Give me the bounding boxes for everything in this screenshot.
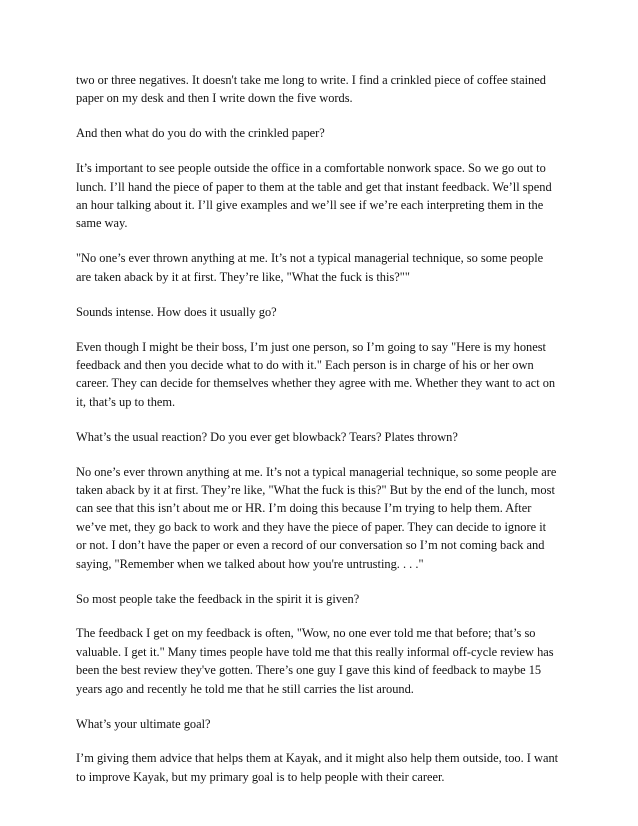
text-line: years ago and recently he told me that he still carries the list around. — [76, 681, 414, 696]
text-line: are taken aback by it at first. They’re like, "What the fuck is this?"" — [76, 269, 410, 284]
document-body — [76, 71, 564, 803]
paragraph — [76, 303, 564, 321]
text-line: valuable. I get it." Many times people have told me that this really informal off-cycle review has — [76, 644, 554, 659]
text-line: The feedback I get on my feedback is often, "Wow, no one ever told me that before; that’s so — [76, 626, 536, 641]
text-line: same way. — [76, 216, 128, 231]
text-line: it, that’s up to them. — [76, 394, 176, 409]
text-line: an hour talking about it. I’ll give examples and we’ll see if we’re each interpreting them in the — [76, 198, 544, 213]
text-line: we’ve met, they go back to work and they have the piece of paper. They can decide to ignore it — [76, 519, 547, 534]
paragraph — [76, 590, 564, 608]
text-line: can see that this isn’t about me or HR. I’m doing this because I’m trying to help them. After — [76, 501, 532, 516]
paragraph — [76, 715, 564, 733]
text-line: or not. I don’t have the paper or even a record of our conversation so I’m not coming back and — [76, 538, 545, 553]
paragraph — [76, 159, 564, 233]
text-line: been the best review they've gotten. There’s one guy I gave this kind of feedback to maybe 15 — [76, 663, 542, 678]
text-line: two or three negatives. It doesn't take me long to write. I find a crinkled piece of coffee stained — [76, 73, 546, 87]
text-line: No one’s ever thrown anything at me. It’s not a typical managerial technique, so some people are — [76, 464, 557, 479]
text-line: career. They can decide for themselves whether they agree with me. Whether they want to act on — [76, 376, 556, 391]
text-line: What’s the usual reaction? Do you ever get blowback? Tears? Plates thrown? — [76, 429, 458, 444]
paragraph — [76, 463, 564, 573]
text-line: Even though I might be their boss, I’m just one person, so I’m going to say "Here is my honest — [76, 339, 546, 354]
text-line: So most people take the feedback in the spirit it is given? — [76, 591, 360, 606]
paragraph — [76, 624, 564, 698]
text-line: What’s your ultimate goal? — [76, 716, 211, 731]
paragraph — [76, 249, 564, 286]
paragraph — [76, 71, 564, 108]
paragraph — [76, 749, 564, 786]
text-line: I’m giving them advice that helps them at Kayak, and it might also help them outside, too. I want — [76, 751, 559, 766]
text-line: to improve Kayak, but my primary goal is to help people with their career. — [76, 769, 445, 784]
paragraph — [76, 124, 564, 142]
text-line: And then what do you do with the crinkled paper? — [76, 126, 325, 141]
text-line: paper on my desk and then I write down the five words. — [76, 91, 353, 106]
text-line: It’s important to see people outside the office in a comfortable nonwork space. So we go out to — [76, 161, 546, 176]
text-line: lunch. I’ll hand the piece of paper to them at the table and get that instant feedback. We’ll spend — [76, 179, 552, 194]
text-line: feedback and then you decide what to do with it." Each person is in charge of his or her own — [76, 357, 534, 372]
text-line: Sounds intense. How does it usually go? — [76, 304, 277, 319]
text-line: taken aback by it at first. They’re like, "What the fuck is this?" But by the end of the lunch, most — [76, 483, 555, 497]
paragraph — [76, 338, 564, 412]
text-line: "No one’s ever thrown anything at me. It’s not a typical managerial technique, so some people — [76, 251, 544, 266]
text-line: saying, "Remember when we talked about how you're untrusting. . . ." — [76, 556, 424, 571]
paragraph — [76, 428, 564, 446]
